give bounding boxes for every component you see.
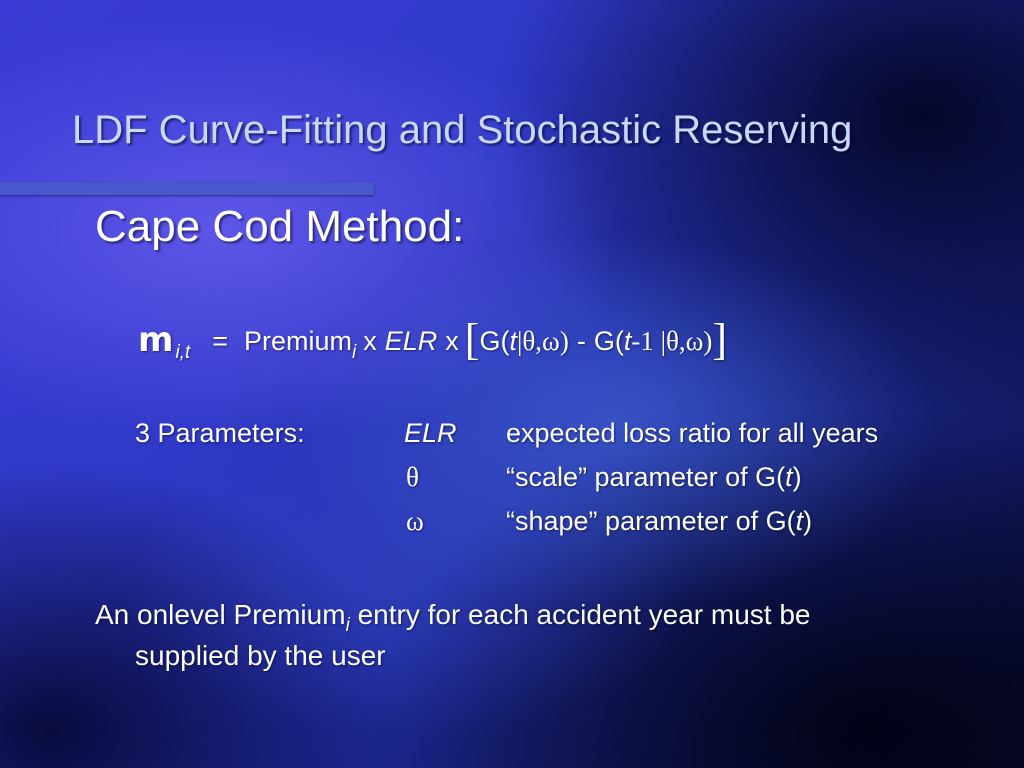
parameter-description-omega-post: )	[803, 506, 813, 536]
formula-g1-open: G(	[479, 326, 510, 356]
formula-times-2: x	[445, 326, 459, 356]
parameters-label: 3 Parameters:	[135, 418, 305, 448]
formula-open-bracket: [	[464, 315, 480, 364]
parameter-symbol-theta: θ	[406, 462, 419, 492]
formula-g2-open: G(	[593, 326, 624, 356]
formula-elr: ELR	[384, 326, 438, 356]
formula-close-bracket: ]	[712, 315, 728, 364]
section-heading: Cape Cod Method:	[95, 202, 465, 251]
parameter-description-omega-var: t	[795, 506, 804, 536]
formula-equals: =	[212, 326, 228, 356]
slide-title: LDF Curve-Fitting and Stochastic Reserving	[72, 108, 853, 152]
parameter-description-theta	[506, 462, 802, 493]
parameter-description-elr: expected loss ratio for all years	[506, 418, 879, 448]
note-text-pre: An onlevel Premium	[95, 599, 346, 630]
formula-subscript-it: i,t	[175, 342, 191, 363]
parameter-description-omega	[506, 506, 812, 537]
bullet-icon: m	[138, 320, 174, 360]
formula-g2-args: -1 |θ,ω)	[631, 326, 713, 356]
formula-line	[138, 314, 728, 364]
note-subscript: i	[345, 615, 350, 636]
formula-g1-args: |θ,ω)	[516, 326, 569, 356]
formula-premium: Premium	[244, 326, 353, 356]
formula-times-1: x	[363, 326, 377, 356]
formula-minus: -	[576, 326, 586, 356]
parameter-description-omega-pre: “shape” parameter of G(	[506, 506, 796, 536]
note-text-post: entry for each accident year must be	[349, 599, 811, 630]
parameter-description-theta-post: )	[792, 462, 802, 492]
parameter-description-theta-var: t	[785, 462, 793, 492]
parameter-symbol-elr: ELR	[404, 418, 457, 448]
parameter-description-theta-pre: “scale” parameter of G(	[506, 462, 786, 492]
formula-subscript-i: i	[352, 342, 357, 363]
note-line-2: supplied by the user	[135, 640, 386, 671]
note-text	[95, 596, 985, 674]
parameter-symbol-omega: ω	[406, 506, 424, 536]
title-underline-bar	[0, 182, 374, 195]
formula-g2-t: t	[623, 326, 632, 356]
formula-g1-t: t	[509, 326, 517, 356]
